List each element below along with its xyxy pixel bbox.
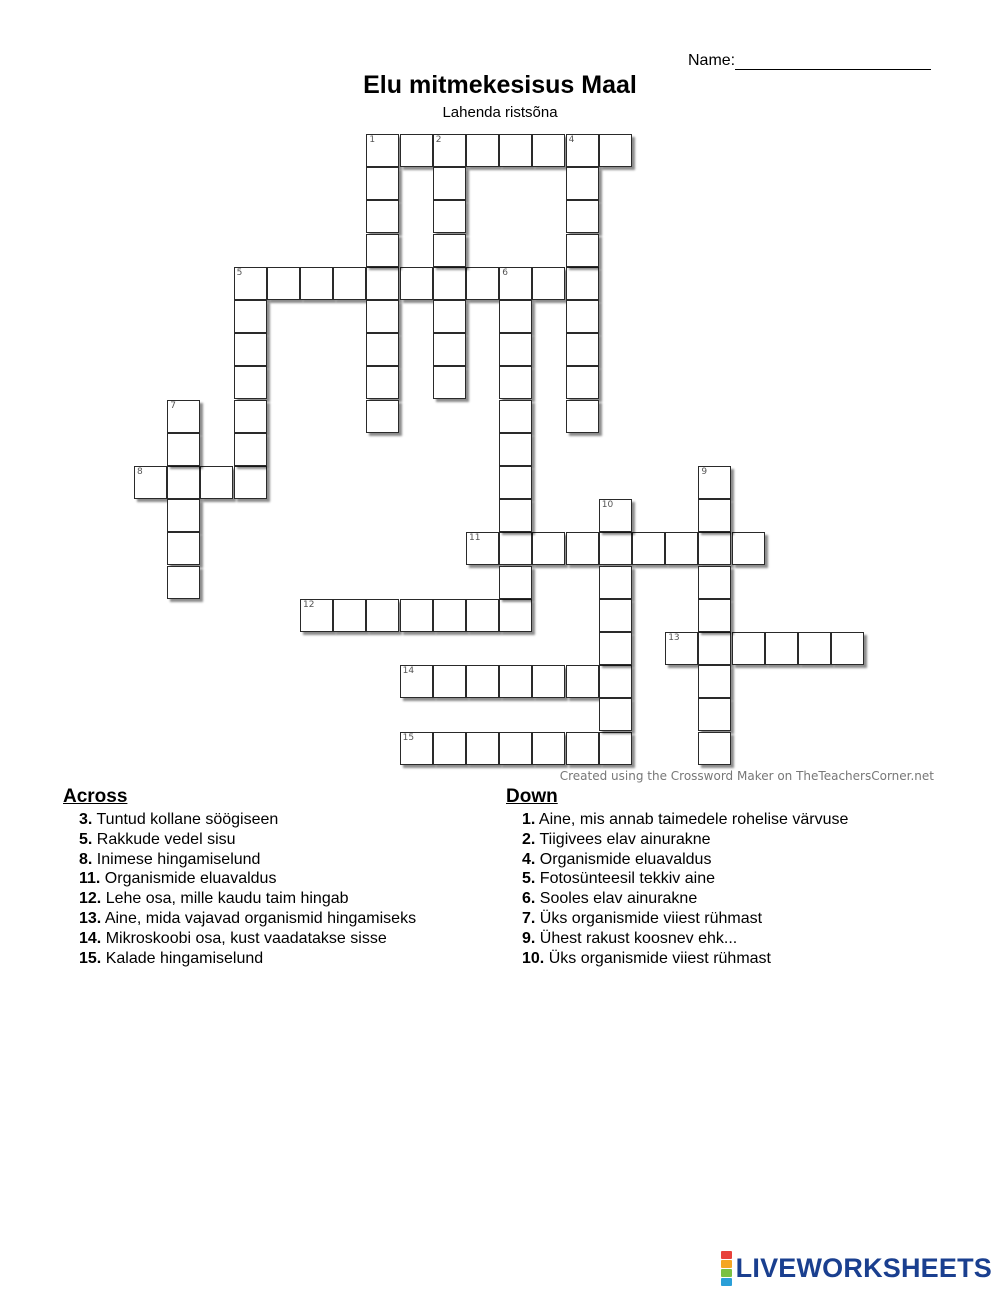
crossword-cell[interactable] bbox=[566, 234, 599, 267]
crossword-cell[interactable] bbox=[499, 566, 532, 599]
crossword-cell[interactable] bbox=[134, 466, 167, 499]
clue-number-label: 10 bbox=[601, 500, 614, 511]
crossword-cell[interactable] bbox=[566, 400, 599, 433]
down-heading: Down bbox=[506, 786, 558, 807]
clue-number: 5. bbox=[79, 830, 93, 848]
clue-text: Organismide eluavaldus bbox=[535, 850, 712, 868]
crossword-cell[interactable] bbox=[466, 665, 499, 698]
crossword-cell[interactable] bbox=[433, 732, 466, 765]
crossword-cell[interactable] bbox=[167, 433, 200, 466]
crossword-cell[interactable] bbox=[532, 665, 565, 698]
crossword-cell[interactable] bbox=[499, 532, 532, 565]
crossword-cell[interactable] bbox=[234, 366, 267, 399]
down-clues bbox=[506, 786, 848, 968]
crossword-cell[interactable] bbox=[167, 400, 200, 433]
clue-number: 12. bbox=[79, 890, 102, 908]
crossword-cell[interactable] bbox=[566, 267, 599, 300]
crossword-cell[interactable] bbox=[167, 532, 200, 565]
clue-number-label: 7 bbox=[170, 400, 176, 411]
crossword-cell[interactable] bbox=[566, 167, 599, 200]
crossword-cell[interactable] bbox=[234, 300, 267, 333]
down-clue-list bbox=[506, 810, 848, 968]
clue-text: Organismide eluavaldus bbox=[100, 870, 277, 888]
crossword-cell[interactable] bbox=[400, 267, 433, 300]
crossword-cell[interactable] bbox=[698, 698, 731, 731]
crossword-cell[interactable] bbox=[566, 200, 599, 233]
crossword-cell[interactable] bbox=[466, 134, 499, 167]
crossword-cell[interactable] bbox=[433, 200, 466, 233]
crossword-cell[interactable] bbox=[466, 267, 499, 300]
crossword-cell[interactable] bbox=[499, 665, 532, 698]
crossword-cell[interactable] bbox=[499, 134, 532, 167]
clue-number-label: 5 bbox=[236, 267, 243, 278]
clue-number: 5. bbox=[522, 870, 536, 888]
crossword-cell[interactable] bbox=[499, 366, 532, 399]
logo-wordmark: LIVEWORKSHEETS bbox=[735, 1252, 992, 1283]
clue-text: Mikroskoobi osa, kust vaadatakse sisse bbox=[101, 929, 387, 947]
clue-item bbox=[79, 869, 416, 889]
clue-item bbox=[79, 889, 416, 909]
logo-block bbox=[721, 1251, 732, 1259]
crossword-cell[interactable] bbox=[234, 400, 267, 433]
crossword-cell[interactable] bbox=[499, 599, 532, 632]
crossword-cell[interactable] bbox=[532, 732, 565, 765]
clue-item bbox=[79, 830, 416, 850]
clue-item bbox=[522, 869, 848, 889]
crossword-cell[interactable] bbox=[433, 267, 466, 300]
clue-text: Lehe osa, mille kaudu taim hingab bbox=[101, 890, 349, 908]
name-label: Name: bbox=[688, 52, 736, 69]
crossword-cell[interactable] bbox=[566, 732, 599, 765]
clue-item bbox=[522, 949, 848, 969]
crossword-cell[interactable] bbox=[599, 134, 632, 167]
clue-number: 14. bbox=[79, 929, 102, 947]
clue-number-label: 13 bbox=[668, 633, 680, 643]
clue-number-label: 9 bbox=[701, 467, 708, 477]
logo-block bbox=[721, 1260, 732, 1268]
crossword-cell[interactable] bbox=[698, 499, 731, 532]
crossword-cell[interactable] bbox=[698, 532, 731, 565]
logo-block bbox=[721, 1269, 732, 1277]
crossword-cell[interactable] bbox=[366, 333, 399, 366]
clue-number-label: 8 bbox=[137, 467, 143, 477]
clue-number-label: 14 bbox=[402, 666, 415, 677]
clue-number: 15. bbox=[79, 949, 102, 967]
clue-text: Fotosünteesil tekkiv aine bbox=[535, 870, 715, 888]
clue-number: 6. bbox=[522, 890, 536, 908]
crossword-cell[interactable] bbox=[499, 499, 532, 532]
crossword-cell[interactable] bbox=[466, 532, 499, 565]
clue-number-label: 12 bbox=[303, 599, 315, 610]
clue-item bbox=[522, 909, 848, 929]
crossword-cell[interactable] bbox=[532, 532, 565, 565]
clue-number-label: 2 bbox=[435, 135, 442, 145]
crossword-cell[interactable] bbox=[499, 300, 532, 333]
crossword-cell[interactable] bbox=[665, 532, 698, 565]
crossword-cell[interactable] bbox=[433, 366, 466, 399]
crossword-cell[interactable] bbox=[698, 665, 731, 698]
crossword-cell[interactable] bbox=[200, 466, 233, 499]
crossword-cell[interactable] bbox=[566, 532, 599, 565]
crossword-cell[interactable] bbox=[532, 134, 565, 167]
crossword-cell[interactable] bbox=[599, 532, 632, 565]
clue-number: 4. bbox=[522, 850, 536, 868]
crossword-cell[interactable] bbox=[566, 333, 599, 366]
crossword-cell[interactable] bbox=[499, 400, 532, 433]
clue-text: Ühest rakust koosnev ehk... bbox=[535, 929, 738, 947]
crossword-cell[interactable] bbox=[632, 532, 665, 565]
clue-number: 2. bbox=[522, 830, 536, 848]
crossword-cell[interactable] bbox=[566, 300, 599, 333]
across-clues bbox=[63, 786, 416, 968]
clue-item bbox=[79, 850, 416, 870]
crossword-cell[interactable] bbox=[366, 400, 399, 433]
crossword-cell[interactable] bbox=[599, 732, 632, 765]
crossword-cell[interactable] bbox=[599, 499, 632, 532]
clue-number: 13. bbox=[79, 909, 102, 927]
page-subtitle: Lahenda ristsõna bbox=[442, 104, 558, 121]
liveworksheets-logo bbox=[721, 1250, 992, 1286]
crossword-cell[interactable] bbox=[234, 466, 267, 499]
crossword-cell[interactable] bbox=[466, 599, 499, 632]
clue-item bbox=[522, 850, 848, 870]
crossword-cell[interactable] bbox=[698, 632, 731, 665]
crossword-cell[interactable] bbox=[234, 333, 267, 366]
crossword-cell[interactable] bbox=[466, 732, 499, 765]
clue-number: 8. bbox=[79, 850, 93, 868]
clue-item bbox=[79, 949, 416, 969]
clue-item bbox=[522, 810, 848, 830]
clue-text: Aine, mis annab taimedele rohelise värvuse bbox=[535, 811, 849, 828]
crossword-cell[interactable] bbox=[234, 267, 267, 300]
clue-text: Sooles elav ainurakne bbox=[535, 890, 698, 908]
crossword-cell[interactable] bbox=[366, 267, 399, 300]
crossword-cell[interactable] bbox=[366, 300, 399, 333]
clue-number-label: 11 bbox=[469, 533, 481, 544]
crossword-cell[interactable] bbox=[433, 167, 466, 200]
crossword-cell[interactable] bbox=[366, 167, 399, 200]
crossword-credit: Created using the Crossword Maker on TheTeachersCorner.net bbox=[559, 769, 934, 783]
logo-block bbox=[721, 1278, 732, 1286]
clue-item bbox=[79, 929, 416, 949]
crossword-cell[interactable] bbox=[400, 134, 433, 167]
clue-item bbox=[79, 810, 416, 830]
crossword-cell[interactable] bbox=[499, 433, 532, 466]
crossword-cell[interactable] bbox=[665, 632, 698, 665]
crossword-cell[interactable] bbox=[433, 599, 466, 632]
page-title: Elu mitmekesisus Maal bbox=[363, 71, 637, 99]
clue-text: Üks organismide viiest rühmast bbox=[535, 909, 763, 927]
crossword-cell[interactable] bbox=[698, 732, 731, 765]
crossword-cell[interactable] bbox=[400, 599, 433, 632]
crossword-cell[interactable] bbox=[433, 234, 466, 267]
clue-item bbox=[522, 830, 848, 850]
clue-number: 7. bbox=[522, 909, 536, 927]
crossword-cell[interactable] bbox=[698, 466, 731, 499]
crossword-cell[interactable] bbox=[499, 466, 532, 499]
crossword-cell[interactable] bbox=[599, 632, 632, 665]
crossword-cell[interactable] bbox=[234, 433, 267, 466]
clue-number-label: 4 bbox=[568, 135, 575, 145]
crossword-cell[interactable] bbox=[698, 566, 731, 599]
clue-text: Rakkude vedel sisu bbox=[92, 830, 236, 848]
crossword-cell[interactable] bbox=[499, 732, 532, 765]
crossword-cell[interactable] bbox=[300, 267, 333, 300]
crossword-cell[interactable] bbox=[599, 566, 632, 599]
clue-number: 3. bbox=[79, 811, 93, 828]
clue-number-label: 15 bbox=[402, 732, 415, 743]
crossword-cell[interactable] bbox=[499, 267, 532, 300]
crossword-cell[interactable] bbox=[400, 665, 433, 698]
clue-number: 10. bbox=[522, 949, 545, 967]
crossword-cell[interactable] bbox=[566, 665, 599, 698]
crossword-cell[interactable] bbox=[732, 632, 765, 665]
clue-text: Kalade hingamiselund bbox=[101, 949, 264, 967]
clue-item bbox=[522, 929, 848, 949]
crossword-cell[interactable] bbox=[267, 267, 300, 300]
crossword-cell[interactable] bbox=[831, 632, 864, 665]
crossword-cell[interactable] bbox=[433, 134, 466, 167]
crossword-cell[interactable] bbox=[499, 333, 532, 366]
clue-text: Tiigivees elav ainurakne bbox=[535, 830, 711, 848]
clue-text: Üks organismide viiest rühmast bbox=[544, 949, 771, 967]
clue-number-label: 1 bbox=[369, 135, 376, 145]
logo-blocks-icon bbox=[721, 1251, 732, 1286]
clue-number: 9. bbox=[522, 929, 536, 947]
crossword-cell[interactable] bbox=[366, 599, 399, 632]
crossword-cell[interactable] bbox=[732, 532, 765, 565]
crossword-cell[interactable] bbox=[400, 732, 433, 765]
crossword-cell[interactable] bbox=[599, 599, 632, 632]
across-clue-list bbox=[63, 810, 416, 968]
clue-text: Tuntud kollane söögiseen bbox=[92, 811, 279, 828]
crossword-cell[interactable] bbox=[566, 134, 599, 167]
crossword-cell[interactable] bbox=[167, 466, 200, 499]
crossword-cell[interactable] bbox=[366, 366, 399, 399]
clue-item bbox=[522, 889, 848, 909]
crossword-cell[interactable] bbox=[300, 599, 333, 632]
crossword-cell[interactable] bbox=[433, 333, 466, 366]
clue-text: Inimese hingamiselund bbox=[92, 850, 261, 868]
crossword-cell[interactable] bbox=[698, 599, 731, 632]
crossword-cell[interactable] bbox=[599, 665, 632, 698]
crossword-cell[interactable] bbox=[333, 267, 366, 300]
clue-item bbox=[79, 909, 416, 929]
across-heading: Across bbox=[63, 786, 128, 807]
crossword-cell[interactable] bbox=[167, 566, 200, 599]
crossword-cell[interactable] bbox=[333, 599, 366, 632]
clue-text: Aine, mida vajavad organismid hingamiseks bbox=[101, 909, 417, 927]
crossword-cell[interactable] bbox=[532, 267, 565, 300]
crossword-cell[interactable] bbox=[366, 134, 399, 167]
crossword-cell[interactable] bbox=[433, 665, 466, 698]
crossword-cell[interactable] bbox=[599, 698, 632, 731]
clue-number-label: 6 bbox=[502, 267, 508, 278]
crossword-cell[interactable] bbox=[167, 499, 200, 532]
crossword-cell[interactable] bbox=[566, 366, 599, 399]
clue-number: 11. bbox=[79, 870, 101, 888]
clue-number: 1. bbox=[522, 811, 536, 828]
crossword-cell[interactable] bbox=[765, 632, 798, 665]
crossword-cell[interactable] bbox=[366, 234, 399, 267]
crossword-cell[interactable] bbox=[366, 200, 399, 233]
crossword-cell[interactable] bbox=[433, 300, 466, 333]
crossword-cell[interactable] bbox=[798, 632, 831, 665]
